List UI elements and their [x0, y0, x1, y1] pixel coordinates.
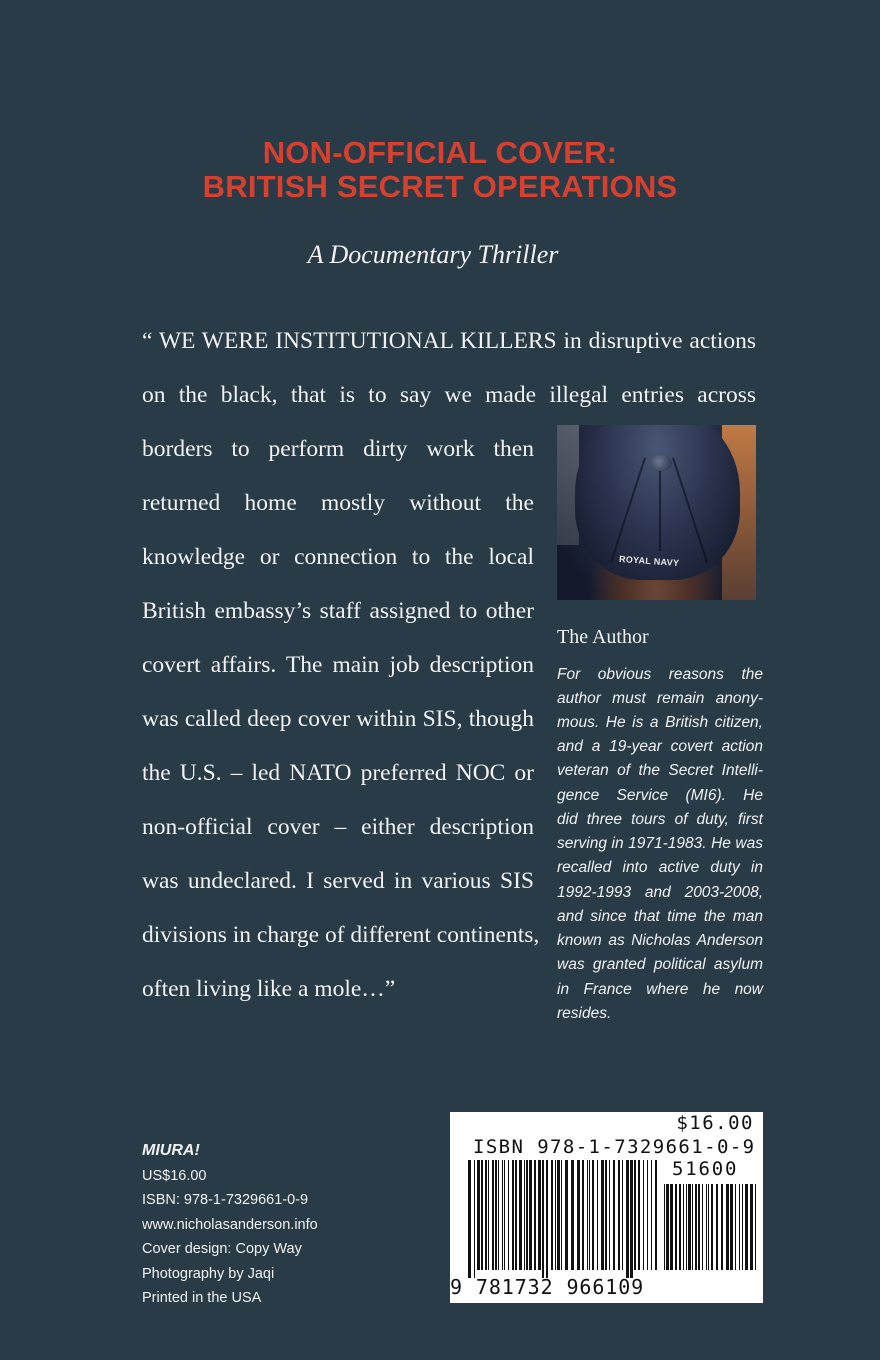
barcode-bar: [597, 1160, 598, 1270]
barcode-bar: [638, 1160, 640, 1270]
barcode-bar: [739, 1184, 740, 1270]
book-title: [0, 136, 880, 204]
bio-line: author must remain anony-: [557, 690, 763, 707]
barcode-bar: [618, 1160, 620, 1270]
barcode-bar: [708, 1184, 709, 1270]
bio-line: and a 19-year covert action: [557, 738, 763, 755]
quote-line: borders to perform dirty work then: [142, 436, 534, 462]
quote-line: British embassy’s staff assigned to other: [142, 598, 534, 624]
barcode-bar: [716, 1184, 718, 1270]
barcode-bar: [546, 1160, 548, 1278]
barcode-bar: [555, 1160, 556, 1270]
bio-line: mous. He is a British citizen,: [557, 714, 763, 731]
barcode-bar: [551, 1160, 553, 1270]
barcode-bar: [613, 1160, 615, 1270]
barcode-bar: [474, 1160, 475, 1278]
barcode-bar: [643, 1160, 644, 1270]
barcode-bar: [468, 1160, 471, 1278]
barcode-bar: [730, 1184, 733, 1270]
photography-credit: Photography by Jaqi: [142, 1265, 275, 1282]
barcode-bar: [745, 1184, 748, 1270]
bio-line: serving in 1971-1983. He was: [557, 835, 763, 852]
barcode-bar: [519, 1160, 522, 1270]
barcode-addon-digits: 51600: [672, 1158, 739, 1180]
imprint-block: [142, 1139, 318, 1311]
barcode-bar: [502, 1160, 503, 1270]
barcode-bar: [492, 1160, 494, 1270]
quote-line: on the black, that is to say we made illegal entries across: [142, 382, 756, 408]
barcode-price: $16.00: [676, 1112, 754, 1134]
barcode-bar: [695, 1184, 697, 1270]
bio-line: was granted political asylum: [557, 956, 763, 973]
quote-line: knowledge or connection to the local: [142, 544, 534, 570]
barcode-bar: [512, 1160, 514, 1270]
quote-line: the U.S. – led NATO preferred NOC or: [142, 760, 534, 786]
barcode-bar: [698, 1184, 700, 1270]
barcode-bar: [481, 1160, 483, 1270]
title-line-2: BRITISH SECRET OPERATIONS: [202, 169, 678, 204]
price-text: US$16.00: [142, 1167, 207, 1184]
barcode-bar: [651, 1160, 652, 1270]
barcode-bar: [565, 1160, 568, 1270]
barcode-bar: [561, 1160, 562, 1270]
printed-location: Printed in the USA: [142, 1290, 262, 1306]
barcode-bar: [692, 1184, 693, 1270]
bio-line: gence Service (MI6). He: [557, 787, 763, 804]
bio-line: did three tours of duty, first: [557, 811, 763, 828]
barcode-ean-digits: 9 781732 966109: [450, 1275, 645, 1299]
barcode-bar: [582, 1160, 584, 1270]
barcode-bar: [609, 1160, 610, 1270]
quote-line: covert affairs. The main job description: [142, 652, 534, 678]
barcode-bar: [485, 1160, 487, 1270]
barcode-bar: [750, 1184, 753, 1270]
title-line-1: NON-OFFICIAL COVER:: [262, 135, 618, 170]
cap-embroidery: ROYAL NAVY: [618, 553, 680, 569]
bio-line: For obvious reasons the: [557, 666, 763, 683]
bio-line: veteran of the Secret Intelli-: [557, 762, 763, 779]
barcode-bar: [605, 1160, 607, 1270]
barcode-bar: [634, 1160, 636, 1270]
cap-seam: [659, 471, 661, 551]
barcode-bar: [666, 1184, 669, 1270]
barcode-bar: [498, 1160, 499, 1270]
quote-line: non-official cover – either description: [142, 814, 534, 840]
quote-line: “ WE WERE INSTITUTIONAL KILLERS in disruptive actions: [142, 328, 756, 354]
barcode-bar: [726, 1184, 729, 1270]
barcode-bar: [577, 1160, 580, 1270]
bio-line: recalled into active duty in: [557, 859, 763, 876]
quote-line: often living like a mole…”: [142, 976, 396, 1002]
barcode-bar: [542, 1160, 544, 1278]
barcode-bar: [686, 1184, 687, 1270]
barcode-bar: [630, 1160, 633, 1278]
barcode-bar: [622, 1160, 623, 1270]
cover-design-credit: Cover design: Copy Way: [142, 1241, 302, 1257]
barcode-bar: [529, 1160, 532, 1270]
barcode-bar: [601, 1160, 604, 1270]
barcode-bar: [755, 1184, 756, 1270]
quote-line: was undeclared. I served in various SIS: [142, 868, 534, 894]
barcode-bar: [524, 1160, 525, 1270]
quote-line: divisions in charge of different continents,: [142, 922, 540, 948]
barcode-bar: [526, 1160, 528, 1270]
barcode-bar: [534, 1160, 536, 1270]
publisher-name: MIURA!: [142, 1142, 200, 1159]
barcode-bar: [655, 1160, 657, 1270]
barcode-bar: [488, 1160, 489, 1270]
isbn-text: ISBN: 978-1-7329661-0-9: [142, 1192, 309, 1208]
barcode-bar: [477, 1160, 480, 1270]
author-photo: [557, 425, 756, 600]
quote-line: returned home mostly without the: [142, 490, 534, 516]
barcode-bar: [589, 1160, 590, 1270]
barcode-bar: [557, 1160, 560, 1270]
barcode-bar: [670, 1184, 673, 1270]
barcode-bar: [706, 1184, 707, 1270]
barcode-bar: [711, 1184, 713, 1270]
barcode-bar: [495, 1160, 497, 1270]
bio-line: and since that time the man: [557, 908, 763, 925]
barcode-bar: [515, 1160, 517, 1270]
barcode-bar: [647, 1160, 648, 1270]
barcode-isbn: ISBN 978-1-7329661-0-9: [473, 1136, 756, 1158]
barcode-bar: [675, 1184, 677, 1270]
barcode-bar: [721, 1184, 723, 1270]
barcode-bar: [587, 1160, 588, 1270]
quote-line: was called deep cover within SIS, though: [142, 706, 534, 732]
bio-line: known as Nicholas Anderson: [557, 932, 763, 949]
barcode-bar: [508, 1160, 509, 1270]
barcode-bar: [504, 1160, 505, 1270]
barcode-box: [450, 1112, 763, 1303]
barcode-bar: [538, 1160, 541, 1270]
barcode-bar: [735, 1184, 736, 1270]
subtitle: A Documentary Thriller: [307, 240, 559, 269]
website-text: www.nicholasanderson.info: [142, 1216, 318, 1233]
barcode-bar: [742, 1184, 743, 1270]
barcode-bar: [592, 1160, 594, 1270]
bio-line: 1992-1993 and 2003-2008,: [557, 884, 763, 901]
barcode-bar: [664, 1184, 665, 1270]
cap-button: [650, 455, 672, 471]
barcode-bar: [702, 1184, 703, 1270]
author-heading: The Author: [557, 626, 649, 648]
barcode-bar: [688, 1184, 691, 1270]
bio-line: in France where he now: [557, 981, 763, 998]
bio-line: resides.: [557, 1005, 612, 1022]
barcode-bar: [683, 1184, 684, 1270]
barcode-bar: [626, 1160, 629, 1278]
barcode-bar: [679, 1184, 681, 1270]
barcode-bar: [571, 1160, 574, 1270]
